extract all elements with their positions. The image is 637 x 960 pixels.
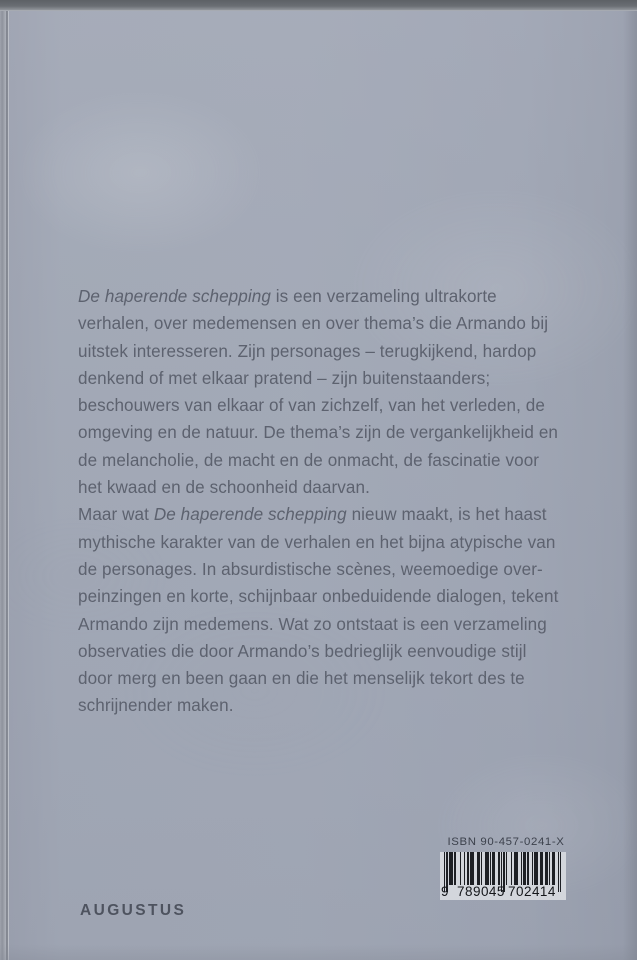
isbn-barcode-block xyxy=(440,836,570,900)
barcode-lead-digit: 9 xyxy=(441,884,449,899)
top-shadow-band xyxy=(0,0,637,11)
barcode-bar xyxy=(532,852,533,885)
blurb-paragraph-1-body: is een verzameling ultrakorte verhalen, over medemensen en over thema’s die Armando bij uitstek interesseren. Zijn personages – terugkijkend, hardop denkend of met elkaar pratend – zijn buitenstaanders; beschouwers van elkaar of van zichzelf, van het verleden, de omgeving en de natuur. De thema’s zijn de vergankelijkheid en de melancholie, de macht en de onmacht, de fascinatie voor het kwaad en de schoonheid daarvan. xyxy=(78,287,559,498)
barcode-bar xyxy=(464,852,465,885)
blurb-text-block xyxy=(78,283,564,720)
barcode-bar xyxy=(490,852,491,885)
barcode-bar xyxy=(549,852,550,885)
barcode-bar xyxy=(470,852,474,885)
blurb-paragraph-1 xyxy=(78,283,564,501)
barcode-bar xyxy=(527,852,529,885)
barcode-bar xyxy=(449,852,453,885)
barcode-bar xyxy=(477,852,479,885)
barcode-bar xyxy=(506,852,507,885)
barcode-bar xyxy=(540,852,542,885)
blurb-paragraph-2-lead: Maar wat xyxy=(78,505,154,525)
barcode-bar xyxy=(534,852,538,885)
spine-edge-line xyxy=(6,11,8,960)
barcode-bar xyxy=(454,852,456,885)
blurb-paragraph-2 xyxy=(78,501,564,719)
right-edge-shadow xyxy=(623,11,637,960)
book-title-mention-1: De haperende schepping xyxy=(78,287,271,306)
barcode-left-group: 789045 xyxy=(457,884,505,899)
barcode-bar xyxy=(560,852,561,892)
barcode-bar xyxy=(558,852,559,892)
barcode-bar xyxy=(481,852,482,885)
barcode-bar xyxy=(511,852,512,885)
barcode-bar xyxy=(521,852,522,885)
blurb-paragraph-2-body: nieuw maakt, is het haast mythische karakter van de verhalen en het bijna atypische van de personages. In absurdistische scènes, weemoedige over-peinzingen en korte, schijnbaar onbeduidende dialogen, tekent Armando zijn medemens. Wat zo ontstaat is een verzameling observaties die door Armando’s bedrieglijk eenvoudige stijl door merg en been gaan en die het menselijk tekort des te schrijnender maken. xyxy=(78,505,559,716)
barcode-bar xyxy=(498,852,499,885)
barcode-bar xyxy=(514,852,518,885)
barcode-bar xyxy=(492,852,494,885)
barcode-bar xyxy=(545,852,547,885)
barcode-right-group: 702414 xyxy=(508,884,556,899)
barcode-bar xyxy=(460,852,461,885)
ean-barcode xyxy=(440,852,566,900)
barcode-bar xyxy=(467,852,468,885)
book-title-mention-2: De haperende schepping xyxy=(153,505,347,525)
isbn-label: ISBN 90-457-0241-X xyxy=(447,836,565,848)
barcode-bar xyxy=(523,852,525,885)
publisher-wordmark: AUGUSTUS xyxy=(80,902,187,919)
barcode-bar xyxy=(552,852,556,885)
barcode-bar xyxy=(485,852,489,885)
bottom-edge-shadow xyxy=(0,944,637,960)
